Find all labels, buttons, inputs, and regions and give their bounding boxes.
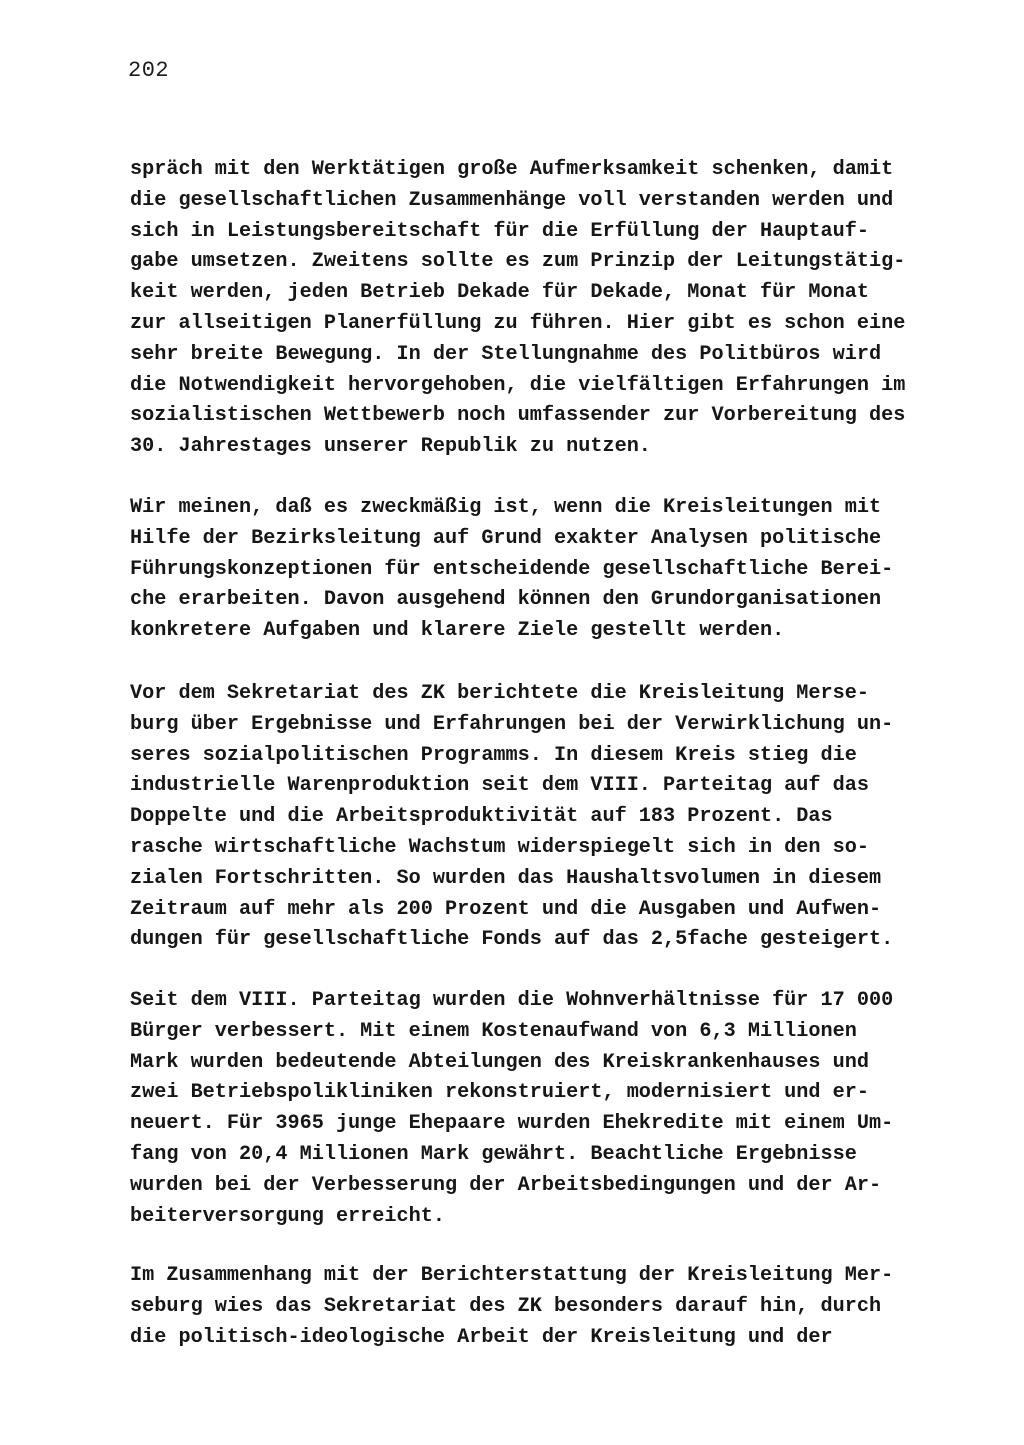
text-line: neuert. Für 3965 junge Ehepaare wurden Ehekredite mit einem Um- — [130, 1112, 894, 1136]
text-line: Bürger verbessert. Mit einem Kostenaufwand von 6,3 Millionen — [130, 1019, 857, 1043]
text-line: zur allseitigen Planerfüllung zu führen. Hier gibt es schon eine — [130, 311, 906, 335]
text-line: Wir meinen, daß es zweckmäßig ist, wenn die Kreisleitungen mit — [130, 496, 882, 519]
text-line: wurden bei der Verbesserung der Arbeitsbedingungen und der Ar- — [130, 1173, 882, 1197]
text-line: die Notwendigkeit hervorgehoben, die vielfältigen Erfahrungen im — [130, 373, 906, 397]
text-line: burg über Ergebnisse und Erfahrungen bei der Verwirklichung un- — [130, 712, 894, 736]
text-line: zialen Fortschritten. So wurden das Haushaltsvolumen in diesem — [130, 866, 882, 890]
text-line: sozialistischen Wettbewerb noch umfassender zur Vorbereitung des — [130, 404, 906, 428]
paragraph-3 — [130, 679, 893, 956]
text-line: Im Zusammenhang mit der Berichterstattung der Kreisleitung Mer- — [130, 1264, 894, 1287]
paragraph-4 — [130, 986, 893, 1232]
text-line: keit werden, jeden Betrieb Dekade für Dekade, Monat für Monat — [130, 281, 869, 305]
paragraph-1 — [130, 155, 905, 463]
text-line: sehr breite Bewegung. In der Stellungnahme des Politbüros wird — [130, 342, 882, 366]
text-line: 30. Jahrestages unserer Republik zu nutzen. — [130, 435, 651, 459]
text-line: rasche wirtschaftliche Wachstum widerspiegelt sich in den so- — [130, 835, 869, 859]
text-line: Hilfe der Bezirksleitung auf Grund exakter Analysen politische — [130, 526, 882, 550]
text-line: dungen für gesellschaftliche Fonds auf das 2,5fache gesteigert. — [130, 928, 894, 952]
text-line: Seit dem VIII. Parteitag wurden die Wohnverhältnisse für 17 000 — [130, 989, 894, 1012]
text-line: die politisch-ideologische Arbeit der Kreisleitung und der — [130, 1325, 833, 1349]
page-number: 202 — [128, 58, 170, 83]
text-line: konkretere Aufgaben und klarere Ziele gestellt werden. — [130, 619, 785, 643]
text-line: gabe umsetzen. Zweitens sollte es zum Prinzip der Leitungstätig- — [130, 250, 906, 274]
text-line: Vor dem Sekretariat des ZK berichtete die Kreisleitung Merse- — [130, 682, 869, 705]
text-line: beiterversorgung erreicht. — [130, 1204, 445, 1228]
text-line: die gesellschaftlichen Zusammenhänge voll verstanden werden und — [130, 188, 894, 212]
text-line: zwei Betriebspolikliniken rekonstruiert, modernisiert und er- — [130, 1081, 869, 1105]
paragraph-2 — [130, 493, 893, 647]
text-line: sich in Leistungsbereitschaft für die Erfüllung der Hauptauf- — [130, 219, 869, 243]
text-line: fang von 20,4 Millionen Mark gewährt. Beachtliche Ergebnisse — [130, 1142, 857, 1166]
text-line: spräch mit den Werktätigen große Aufmerksamkeit schenken, damit — [130, 158, 894, 181]
text-line: che erarbeiten. Davon ausgehend können den Grundorganisationen — [130, 588, 882, 612]
text-line: industrielle Warenproduktion seit dem VIII. Parteitag auf das — [130, 774, 869, 798]
text-line: seburg wies das Sekretariat des ZK besonders darauf hin, durch — [130, 1294, 882, 1318]
text-line: seres sozialpolitischen Programms. In diesem Kreis stieg die — [130, 743, 857, 767]
paragraph-5 — [130, 1261, 893, 1353]
text-line: Doppelte und die Arbeitsproduktivität auf 183 Prozent. Das — [130, 805, 833, 829]
text-line: Führungskonzeptionen für entscheidende gesellschaftliche Berei- — [130, 557, 894, 581]
text-line: Zeitraum auf mehr als 200 Prozent und die Ausgaben und Aufwen- — [130, 897, 882, 921]
text-line: Mark wurden bedeutende Abteilungen des Kreiskrankenhauses und — [130, 1050, 869, 1074]
